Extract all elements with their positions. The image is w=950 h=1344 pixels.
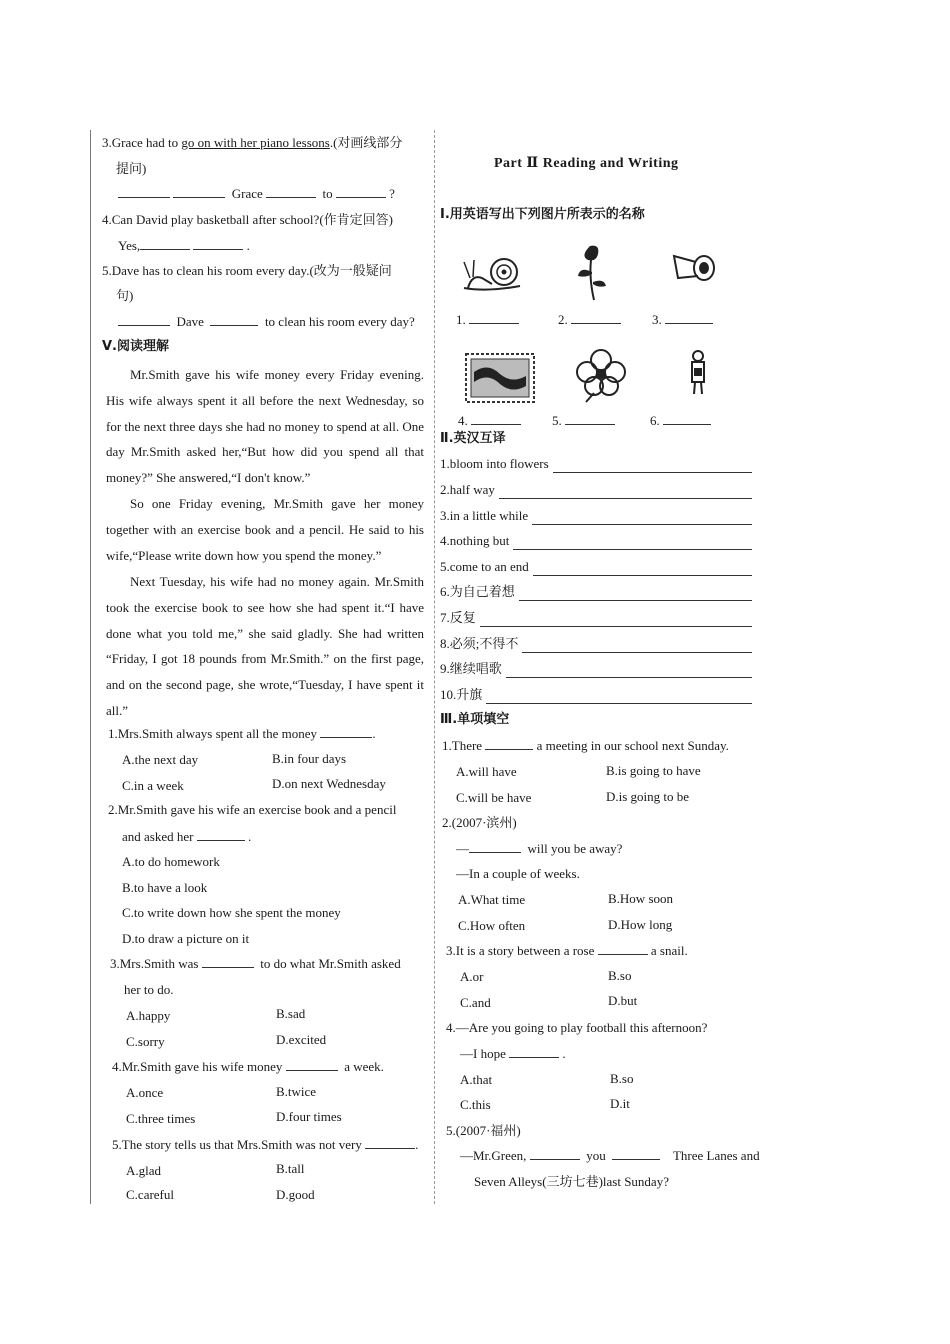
option[interactable]: C.and bbox=[460, 995, 491, 1010]
picture-label-2: 2. bbox=[558, 311, 621, 329]
translation-item: 3.in a little while bbox=[440, 507, 752, 525]
answer-blank[interactable] bbox=[210, 313, 258, 326]
option[interactable]: A.once bbox=[126, 1085, 164, 1100]
translation-item: 5.come to an end bbox=[440, 558, 752, 576]
answer-blank[interactable] bbox=[509, 1045, 559, 1058]
answer-blank[interactable] bbox=[336, 185, 386, 198]
mc-q1-stem: 1.There a meeting in our school next Sunday. bbox=[442, 738, 729, 753]
option[interactable]: D.good bbox=[276, 1187, 315, 1202]
picture-label-6: 6. bbox=[650, 412, 711, 430]
answer-line[interactable] bbox=[506, 665, 752, 678]
answer-blank[interactable] bbox=[469, 311, 519, 324]
column-divider bbox=[434, 130, 435, 1204]
option[interactable]: A.glad bbox=[126, 1163, 162, 1178]
answer-blank[interactable] bbox=[485, 737, 533, 750]
option[interactable]: D.but bbox=[608, 993, 638, 1008]
option[interactable]: C.three times bbox=[126, 1111, 196, 1126]
picture-label-4: 4. bbox=[458, 412, 521, 430]
passage-paragraph-3: Next Tuesday, his wife had no money again. Mr.Smith took the exercise book to see how she had spent it.“I have done what you told me,” she said gladly. She had written “Friday, I got 18 pounds from Mr.Smith.” on the first page, and on the second page, she wrote,“Tuesday, I have spent it all.” bbox=[106, 574, 424, 718]
q3-stem: 3.Grace had to go on with her piano lessons.(对画线部分 bbox=[102, 135, 403, 150]
trumpet-picture bbox=[668, 252, 718, 292]
answer-blank[interactable] bbox=[202, 955, 254, 968]
option[interactable]: D.to draw a picture on it bbox=[122, 931, 250, 946]
option[interactable]: C.to write down how she spent the money bbox=[122, 905, 341, 920]
mc-q2-line1: — will you be away? bbox=[456, 841, 623, 856]
mc-q3-stem: 3.It is a story between a rose a snail. bbox=[446, 943, 688, 958]
left-margin-rule bbox=[90, 130, 91, 1204]
option[interactable]: B.How soon bbox=[608, 891, 674, 906]
translation-item: 8.必须;不得不 bbox=[440, 635, 752, 653]
option[interactable]: B.to have a look bbox=[122, 880, 208, 895]
answer-line[interactable] bbox=[486, 691, 752, 704]
flower-picture bbox=[572, 346, 630, 404]
answer-line[interactable] bbox=[519, 588, 752, 601]
translation-item: 9.继续唱歌 bbox=[440, 660, 752, 678]
part-title: Part Ⅱ Reading and Writing bbox=[494, 156, 679, 171]
answer-blank[interactable] bbox=[266, 185, 316, 198]
translation-item: 4.nothing but bbox=[440, 532, 752, 550]
reading-q1-stem: 1.Mrs.Smith always spent all the money . bbox=[108, 726, 376, 741]
option[interactable]: A.the next day bbox=[122, 752, 199, 767]
option[interactable]: D.is going to be bbox=[606, 789, 690, 804]
option[interactable]: D.How long bbox=[608, 917, 673, 932]
answer-blank[interactable] bbox=[530, 1147, 580, 1160]
answer-line[interactable] bbox=[533, 563, 752, 576]
reading-q2-stem: 2.Mr.Smith gave his wife an exercise book and a pencil bbox=[108, 802, 397, 817]
answer-line[interactable] bbox=[480, 614, 752, 627]
passage-paragraph-2: So one Friday evening, Mr.Smith gave her money together with an exercise book and a pencil. He said to his wife,“Please write down how you spend the money.” bbox=[106, 496, 424, 563]
option[interactable]: C.sorry bbox=[126, 1034, 165, 1049]
reading-q3-stem-cont: her to do. bbox=[124, 982, 174, 997]
option[interactable]: A.that bbox=[460, 1072, 493, 1087]
reading-q2-stem-cont: and asked her . bbox=[122, 829, 252, 844]
q5-answer-line: Dave to clean his room every day? bbox=[118, 313, 415, 331]
section-5-title: Ⅴ.阅读理解 bbox=[102, 339, 169, 354]
picture-label-3: 3. bbox=[652, 311, 713, 329]
translation-item: 7.反复 bbox=[440, 609, 752, 627]
answer-blank[interactable] bbox=[320, 725, 372, 738]
option[interactable]: D.excited bbox=[276, 1032, 327, 1047]
answer-line[interactable] bbox=[532, 512, 752, 525]
option[interactable]: B.twice bbox=[276, 1084, 317, 1099]
mc-q5-stem: 5.(2007·福州) bbox=[446, 1123, 521, 1138]
option[interactable]: C.in a week bbox=[122, 778, 184, 793]
q4-answer-line: Yes, . bbox=[118, 238, 250, 253]
reading-q3-stem: 3.Mrs.Smith was to do what Mr.Smith asked bbox=[110, 956, 401, 971]
answer-blank[interactable] bbox=[663, 412, 711, 425]
answer-line[interactable] bbox=[522, 640, 752, 653]
rose-picture bbox=[572, 242, 612, 304]
answer-line[interactable] bbox=[553, 460, 752, 473]
mc-q2-line2: —In a couple of weeks. bbox=[456, 866, 580, 881]
q3-answer-line: Grace to ? bbox=[118, 185, 395, 203]
answer-blank[interactable] bbox=[469, 840, 521, 853]
option[interactable]: B.is going to have bbox=[606, 763, 701, 778]
q5-stem: 5.Dave has to clean his room every day.(改为一般疑问 bbox=[102, 263, 392, 278]
translation-item: 6.为自己着想 bbox=[440, 583, 752, 601]
mc-q5-line1: —Mr.Green, you Three Lanes and bbox=[460, 1148, 760, 1163]
translation-item: 2.half way bbox=[440, 481, 752, 499]
answer-blank[interactable] bbox=[471, 412, 521, 425]
answer-blank[interactable] bbox=[197, 828, 245, 841]
option[interactable]: B.in four days bbox=[272, 751, 347, 766]
option[interactable]: B.sad bbox=[276, 1006, 306, 1021]
option[interactable]: B.so bbox=[610, 1071, 634, 1086]
q5-stem-cont: 句) bbox=[116, 288, 134, 303]
translation-item: 1.bloom into flowers bbox=[440, 455, 752, 473]
answer-line[interactable] bbox=[513, 537, 752, 550]
option[interactable]: C.careful bbox=[126, 1187, 175, 1202]
section-3-title: Ⅲ.单项填空 bbox=[440, 712, 510, 727]
section-2-title: Ⅱ.英汉互译 bbox=[440, 431, 506, 446]
mc-q5-line2: Seven Alleys(三坊七巷)last Sunday? bbox=[474, 1174, 669, 1189]
picture-label-1: 1. bbox=[456, 311, 519, 329]
answer-blank[interactable] bbox=[173, 185, 225, 198]
answer-blank[interactable] bbox=[118, 185, 170, 198]
passage-paragraph-1: Mr.Smith gave his wife money every Friday evening. His wife always spent it all before the next Wednesday, so for the next three days she had no money to spend at all. One day Mr.Smith asked her,“But how did you spend all that money?” She answered,“I don't know.” bbox=[106, 367, 424, 486]
answer-blank[interactable] bbox=[286, 1058, 338, 1071]
reading-q5-stem: 5.The story tells us that Mrs.Smith was not very . bbox=[112, 1137, 419, 1152]
option[interactable]: A.will have bbox=[456, 764, 517, 779]
q3-stem-cont: 提问) bbox=[116, 161, 147, 176]
answer-blank[interactable] bbox=[612, 1147, 660, 1160]
option[interactable]: C.How often bbox=[458, 918, 526, 933]
option[interactable]: A.or bbox=[460, 969, 484, 984]
answer-blank[interactable] bbox=[118, 313, 170, 326]
option[interactable]: D.on next Wednesday bbox=[272, 776, 386, 791]
snail-picture bbox=[458, 248, 528, 296]
option[interactable]: A.to do homework bbox=[122, 854, 220, 869]
option[interactable]: D.four times bbox=[276, 1109, 342, 1124]
answer-blank[interactable] bbox=[571, 311, 621, 324]
flag-raising-picture bbox=[686, 348, 710, 398]
stamp-picture bbox=[464, 352, 536, 404]
answer-line[interactable] bbox=[499, 486, 752, 499]
option[interactable]: B.tall bbox=[276, 1161, 305, 1176]
option[interactable]: B.so bbox=[608, 968, 632, 983]
answer-blank[interactable] bbox=[565, 412, 615, 425]
picture-label-5: 5. bbox=[552, 412, 615, 430]
answer-blank[interactable] bbox=[365, 1136, 415, 1149]
translation-item: 10.升旗 bbox=[440, 686, 752, 704]
option[interactable]: C.will be have bbox=[456, 790, 532, 805]
mc-q4-stem: 4.—Are you going to play football this afternoon? bbox=[446, 1020, 708, 1035]
option[interactable]: A.happy bbox=[126, 1008, 171, 1023]
option[interactable]: A.What time bbox=[458, 892, 526, 907]
mc-q4-line2: —I hope . bbox=[460, 1046, 566, 1061]
answer-blank[interactable] bbox=[665, 311, 713, 324]
answer-blank[interactable] bbox=[193, 237, 243, 250]
answer-blank[interactable] bbox=[598, 942, 648, 955]
option[interactable]: D.it bbox=[610, 1096, 630, 1111]
answer-blank[interactable] bbox=[140, 237, 190, 250]
reading-q4-stem: 4.Mr.Smith gave his wife money a week. bbox=[112, 1059, 384, 1074]
option[interactable]: C.this bbox=[460, 1097, 491, 1112]
mc-q2-stem: 2.(2007·滨州) bbox=[442, 815, 517, 830]
q4-stem: 4.Can David play basketball after school?(作肯定回答) bbox=[102, 212, 393, 227]
section-1-title: Ⅰ.用英语写出下列图片所表示的名称 bbox=[440, 207, 645, 222]
